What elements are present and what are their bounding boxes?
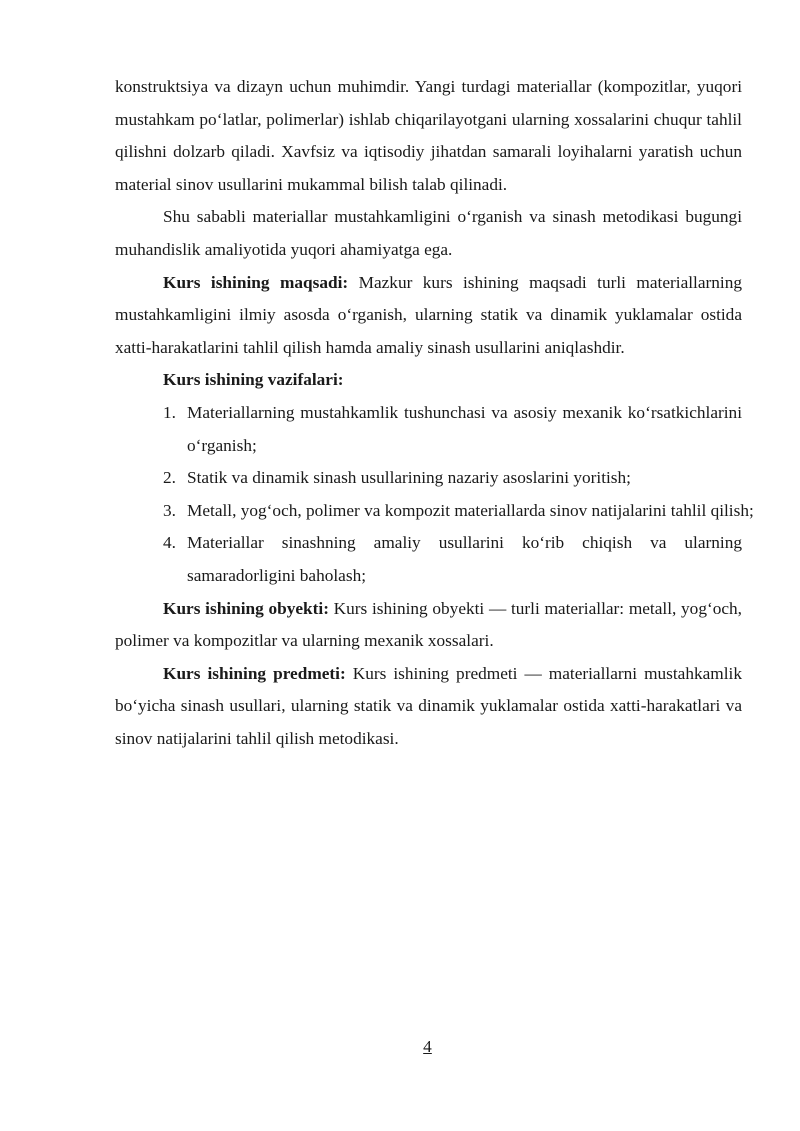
task-text: Metall, yog‘och, polimer va kompozit materiallarda sinov natijalarini tahlil qilish; (187, 500, 754, 520)
object-paragraph (115, 593, 742, 658)
task-text: Materiallarning mustahkamlik tushunchasi va asosiy mexanik ko‘rsatkichlarini o‘rganish; (187, 402, 742, 455)
task-item (115, 527, 742, 592)
task-text: Materiallar sinashning amaliy usullarini ko‘rib chiqish va ularning samaradorligini baholash; (187, 533, 742, 585)
subject-paragraph (115, 658, 742, 756)
goal-paragraph (115, 267, 742, 365)
object-label: Kurs ishining obyekti: (163, 598, 329, 618)
tasks-heading: Kurs ishining vazifalari: (163, 370, 344, 390)
intro-paragraph: konstruktsiya va dizayn uchun muhimdir. Yangi turdagi materiallar (kompozitlar, yuqori mustahkam po‘latlar, polimerlar) ishlab chiqarilayotgani ularning xossalarini chuqur tahlil qilishni dolzarb qiladi. Xavfsiz va iqtisodiy jihatdan samarali loyihalarni yaratish uchun material sinov usullarini mukammal bilish talab qilinadi. (115, 77, 742, 194)
task-number: 2. (163, 468, 176, 488)
goal-label: Kurs ishining maqsadi: (163, 272, 349, 292)
tasks-list (115, 397, 754, 593)
task-item (115, 397, 742, 462)
task-text: Statik va dinamik sinash usullarining nazariy asoslarini yoritish; (187, 468, 631, 488)
object-text: Kurs ishining obyekti — turli materiallar: metall, yog‘och, polimer va kompozitlar va ularning mexanik xossalari. (115, 598, 742, 651)
subject-label: Kurs ishining predmeti: (163, 663, 346, 683)
task-number: 3. (163, 500, 176, 520)
task-number: 4. (163, 533, 176, 553)
task-number: 1. (163, 402, 176, 422)
goal-text: Mazkur kurs ishining maqsadi turli materiallarning mustahkamligini ilmiy asosda o‘rganish, ularning statik va dinamik yuklamalar ostida xatti-harakatlarini tahlil qilish hamda amaliy sinash usullarini aniqlashdir. (115, 272, 742, 357)
task-item (115, 462, 742, 495)
page-number: 4 (423, 1037, 432, 1056)
reason-paragraph: Shu sababli materiallar mustahkamligini o‘rganish va sinash metodikasi bugungi muhandislik amaliyotida yuqori ahamiyatga ega. (115, 207, 742, 259)
task-item (115, 495, 754, 528)
document-page (115, 71, 754, 755)
subject-text: Kurs ishining predmeti — materiallarni mustahkamlik bo‘yicha sinash usullari, ularning statik va dinamik yuklamalar ostida xatti-harakatlari va sinov natijalarini tahlil qilish metodikasi. (115, 663, 742, 748)
